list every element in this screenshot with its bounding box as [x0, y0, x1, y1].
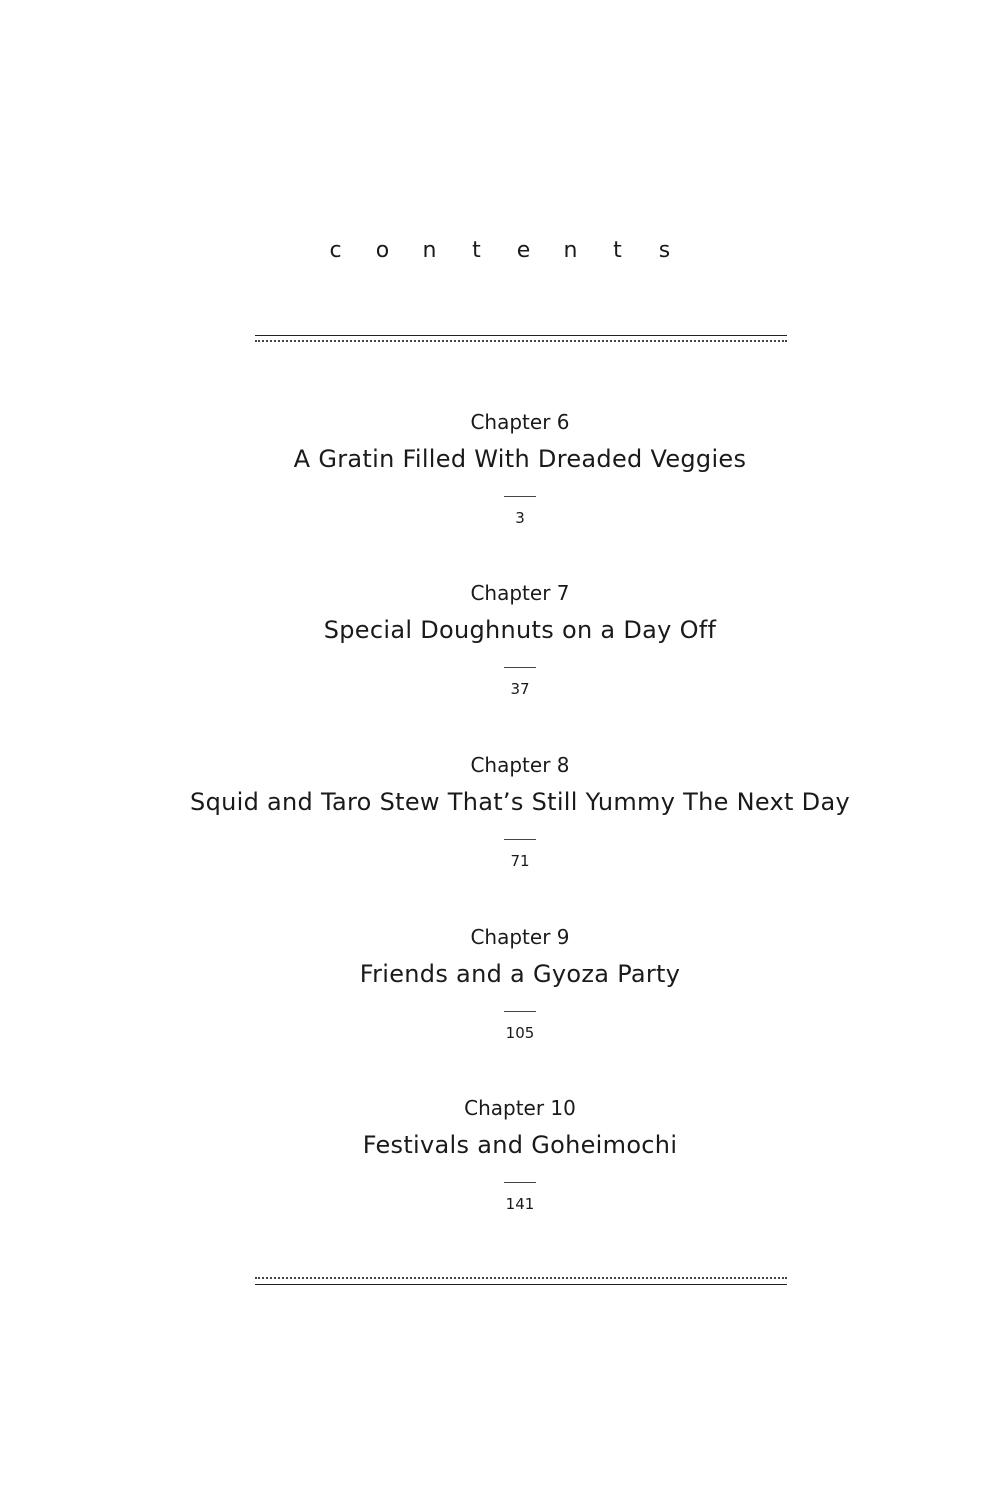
chapter-page-number: 141 [505, 1195, 535, 1213]
chapter-entry [0, 410, 1000, 527]
chapter-separator [504, 667, 536, 668]
top-divider-dotted-line [255, 340, 787, 342]
heading-letter: e [516, 238, 531, 263]
top-divider-solid-line [255, 335, 787, 336]
chapter-title: Squid and Taro Stew That’s Still Yummy The Next Day [190, 788, 850, 816]
chapter-separator [504, 1182, 536, 1183]
chapter-label: Chapter 7 [470, 581, 570, 605]
heading-letter: s [658, 238, 671, 263]
chapter-page-number: 3 [515, 509, 525, 527]
chapter-label: Chapter 10 [464, 1096, 576, 1120]
chapter-entry [0, 1096, 1000, 1213]
bottom-divider [255, 1277, 787, 1285]
chapter-page-number: 71 [510, 852, 530, 870]
contents-heading [0, 238, 1000, 263]
heading-letter: n [563, 238, 578, 263]
chapter-label: Chapter 6 [470, 410, 570, 434]
chapter-entry [0, 753, 1000, 870]
chapter-title: A Gratin Filled With Dreaded Veggies [293, 445, 747, 473]
heading-letter: c [329, 238, 342, 263]
chapter-label: Chapter 8 [470, 753, 570, 777]
chapter-separator [504, 1011, 536, 1012]
chapter-entry [0, 581, 1000, 698]
chapter-entry [0, 925, 1000, 1042]
top-divider [255, 335, 787, 342]
chapter-title: Friends and a Gyoza Party [359, 960, 681, 988]
bottom-divider-solid-line [255, 1284, 787, 1285]
chapter-separator [504, 839, 536, 840]
chapter-separator [504, 496, 536, 497]
heading-letter: t [613, 238, 622, 263]
heading-letter: o [375, 238, 390, 263]
heading-letter: n [422, 238, 437, 263]
chapter-title: Special Doughnuts on a Day Off [323, 616, 717, 644]
chapter-page-number: 105 [505, 1024, 535, 1042]
chapter-page-number: 37 [510, 680, 530, 698]
heading-letter: t [472, 238, 481, 263]
chapter-label: Chapter 9 [470, 925, 570, 949]
chapter-title: Festivals and Goheimochi [362, 1131, 678, 1159]
bottom-divider-dotted-line [255, 1277, 787, 1279]
